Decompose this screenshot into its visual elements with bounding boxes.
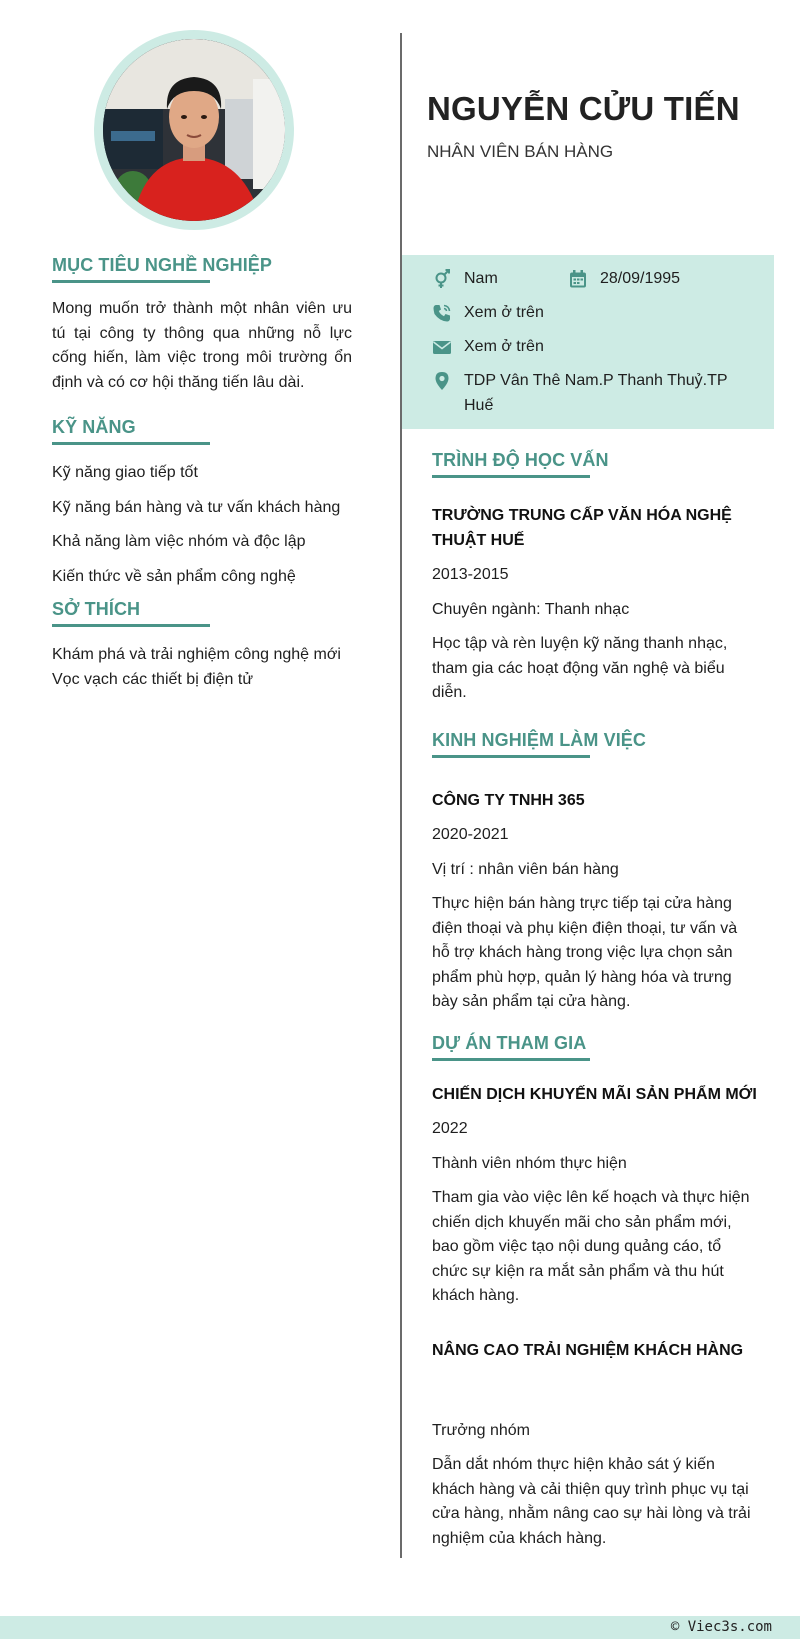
location-icon [432, 371, 452, 391]
section-underline [52, 442, 210, 445]
gender-value: Nam [464, 270, 498, 287]
hobbies-title: SỞ THÍCH [52, 599, 141, 619]
project-role: Thành viên nhóm thực hiện [432, 1154, 627, 1172]
experience-title: KINH NGHIỆM LÀM VIỆC [432, 729, 647, 750]
project-role: Trưởng nhóm [432, 1421, 530, 1439]
email-icon [432, 337, 452, 357]
experience-entry [432, 789, 757, 1015]
projects-section [432, 1033, 757, 1552]
hobbies-section [52, 599, 352, 692]
job-title: NHÂN VIÊN BÁN HÀNG [427, 142, 614, 161]
project-year [432, 1373, 757, 1398]
education-period: 2013-2015 [432, 566, 509, 583]
gender-row [432, 267, 498, 292]
footer-bar [0, 1616, 800, 1639]
address-row [432, 369, 728, 418]
avatar-photo [103, 39, 285, 221]
experience-description: Thực hiện bán hàng trực tiếp tại cửa hàng điện thoại và phụ kiện điện thoại, tư vấn và hỗ trợ khách hàng trong việc lựa chọn sản phẩm phù hợp, quản lý hàng hóa và trưng bày sản phẩm tại cửa hàng. [432, 895, 738, 1010]
project-year: 2022 [432, 1120, 468, 1137]
birthday-value: 28/09/1995 [600, 270, 681, 287]
education-section [432, 450, 757, 706]
objective-section [52, 255, 352, 395]
experience-period: 2020-2021 [432, 826, 509, 843]
education-title: TRÌNH ĐỘ HỌC VẤN [432, 450, 609, 470]
skills-title: KỸ NĂNG [52, 417, 136, 437]
project-name: CHIẾN DỊCH KHUYẾN MÃI SẢN PHẨM MỚI [432, 1085, 757, 1103]
right-column [432, 450, 757, 1551]
section-underline [52, 280, 210, 283]
phone-row [432, 301, 544, 326]
education-major: Chuyên ngành: Thanh nhạc [432, 600, 630, 618]
section-underline [432, 755, 590, 758]
email-row [432, 335, 544, 360]
section-underline [432, 1058, 590, 1061]
avatar [103, 39, 285, 221]
candidate-name: NGUYỄN CỬU TIẾN [427, 90, 740, 127]
hobbies-list [52, 643, 352, 692]
project-entry [432, 1083, 757, 1309]
gender-icon [432, 269, 452, 289]
skill-item: Khả năng làm việc nhóm và độc lập [52, 533, 306, 550]
project-description: Dẫn dắt nhóm thực hiện khảo sát ý kiến khách hàng và cải thiện quy trình phục vụ tại cửa hàng, nhằm nâng cao sự hài lòng và trải nghiệm của khách hàng. [432, 1456, 751, 1547]
phone-icon [432, 303, 452, 323]
skill-item: Kỹ năng giao tiếp tốt [52, 464, 198, 481]
company-name: CÔNG TY TNHH 365 [432, 791, 585, 809]
calendar-icon [568, 269, 588, 289]
section-underline [432, 475, 590, 478]
hobby-item: Khám phá và trải nghiệm công nghệ mới [52, 646, 341, 663]
skill-item: Kỹ năng bán hàng và tư vấn khách hàng [52, 498, 341, 516]
address-line: TDP Vân Thê Nam.P Thanh Thuỷ.TP [464, 372, 728, 389]
address-line: Huế [464, 396, 494, 414]
objective-title: MỤC TIÊU NGHỀ NGHIỆP [52, 255, 273, 275]
project-entry [432, 1339, 757, 1552]
left-column [52, 255, 352, 692]
education-description: Học tập và rèn luyện kỹ năng thanh nhạc, tham gia các hoạt động văn nghệ và biểu diễn. [432, 635, 728, 701]
avatar-frame [94, 30, 294, 230]
project-description: Tham gia vào việc lên kế hoạch và thực hiện chiến dịch khuyến mãi cho sản phẩm mới, bao gồm việc tạo nội dung quảng cáo, tổ chức sự kiện ra mắt sản phẩm và thu hút khách hàng. [432, 1189, 750, 1304]
experience-position: Vị trí : nhân viên bán hàng [432, 860, 619, 878]
experience-section [432, 730, 757, 1015]
skill-item: Kiến thức về sản phẩm công nghệ [52, 567, 296, 585]
copyright-text: © Viec3s.com [670, 1619, 772, 1635]
skills-list [52, 461, 352, 589]
objective-text: Mong muốn trở thành một nhân viên ưu tú tại công ty thông qua những nỗ lực cống hiến, làm việc trong môi trường ổn định và có cơ hội thăng tiến lâu dài. [52, 300, 352, 391]
birthday-row [568, 267, 680, 292]
contact-box [402, 255, 774, 429]
phone-value: Xem ở trên [464, 304, 544, 321]
skills-section [52, 417, 352, 589]
projects-title: DỰ ÁN THAM GIA [432, 1032, 587, 1053]
education-entry [432, 504, 757, 706]
email-value: Xem ở trên [464, 338, 544, 355]
project-name: NÂNG CAO TRẢI NGHIỆM KHÁCH HÀNG [432, 1341, 744, 1359]
school-name: TRƯỜNG TRUNG CẤP VĂN HÓA NGHỆ THUẬT HUẾ [432, 507, 732, 549]
hobby-item: Vọc vạch các thiết bị điện tử [52, 670, 254, 688]
section-underline [52, 624, 210, 627]
address-value [464, 369, 728, 418]
